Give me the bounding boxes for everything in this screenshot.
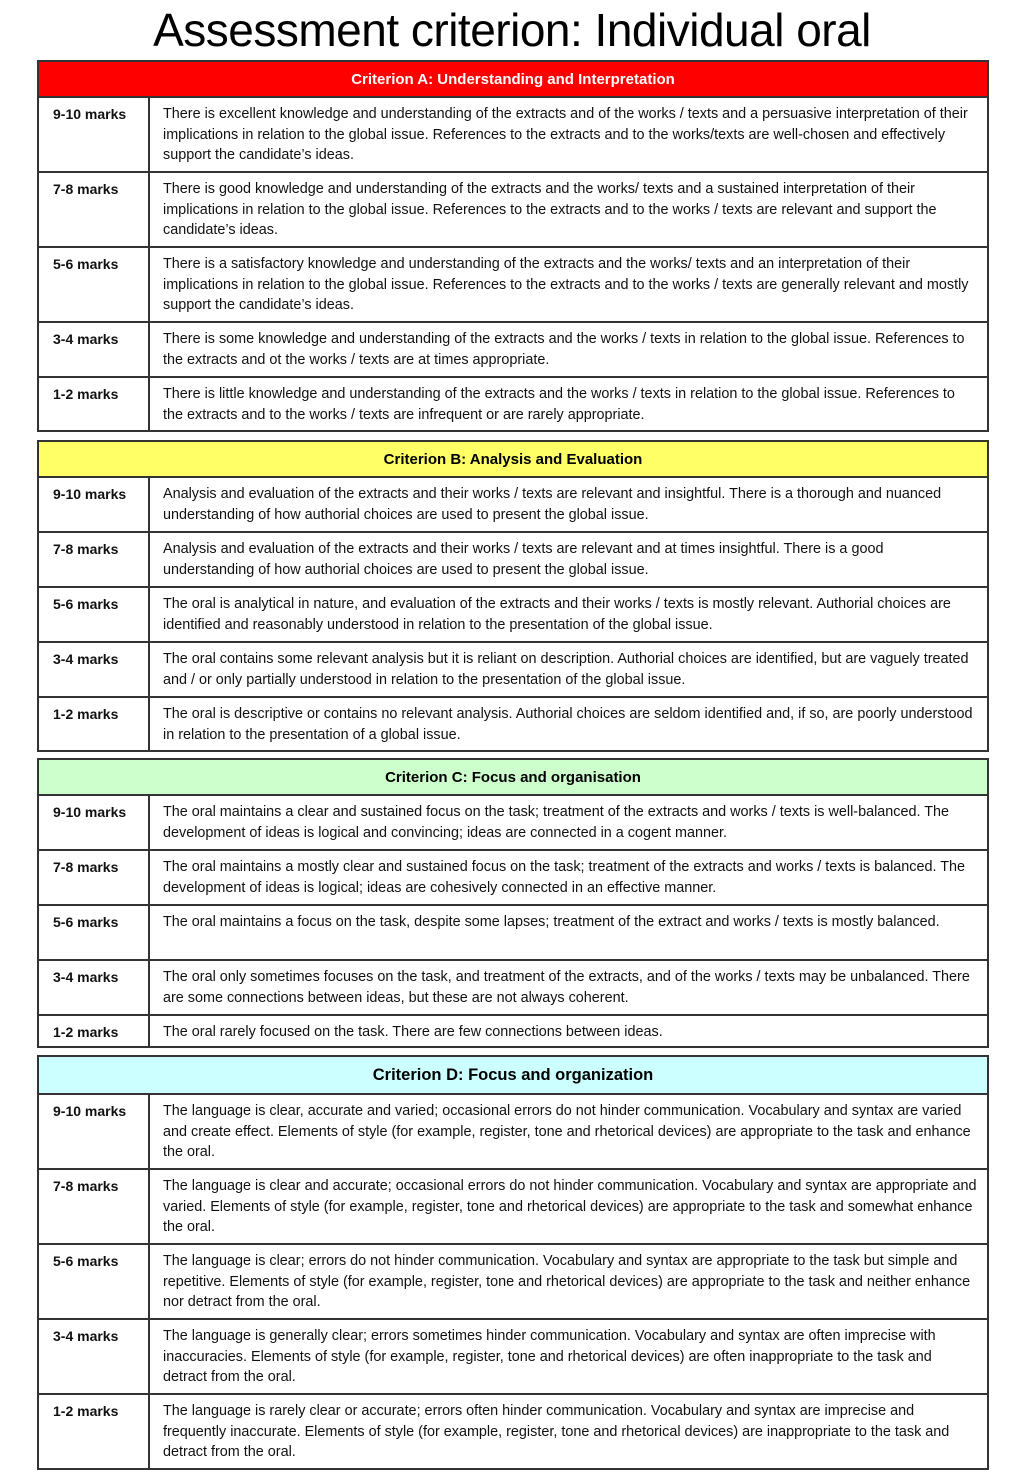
- criterion-a-header: Criterion A: Understanding and Interpretation: [38, 61, 988, 97]
- table-row: [38, 795, 988, 850]
- marks-label: 5-6 marks: [38, 1244, 149, 1319]
- marks-label: 3-4 marks: [38, 1319, 149, 1394]
- marks-label: 3-4 marks: [38, 960, 149, 1015]
- descriptor-text: The language is rarely clear or accurate; errors often hinder communication. Vocabulary and syntax are imprecise and frequently inaccurate. Elements of style (for example, register, tone and rhetorical devices) are inappropriate to the task and detract from the oral.: [149, 1394, 988, 1469]
- page-title: Assessment criterion: Individual oral: [153, 4, 871, 56]
- criterion-c-table: [37, 758, 989, 1048]
- descriptor-text: The oral maintains a mostly clear and sustained focus on the task; treatment of the extracts and works / texts is balanced. The development of ideas is logical; ideas are cohesively connected in an effective manner.: [149, 850, 988, 905]
- marks-label: 1-2 marks: [38, 697, 149, 751]
- table-row: [38, 960, 988, 1015]
- marks-label: 5-6 marks: [38, 587, 149, 642]
- descriptor-text: The language is clear; errors do not hinder communication. Vocabulary and syntax are appropriate to the task but simple and repetitive. Elements of style (for example, register, tone and rhetorical devices) are appropriate to the task and neither enhance nor detract from the oral.: [149, 1244, 988, 1319]
- marks-label: 1-2 marks: [38, 377, 149, 431]
- marks-label: 9-10 marks: [38, 795, 149, 850]
- descriptor-text: The oral is analytical in nature, and evaluation of the extracts and their works / texts is mostly relevant. Authorial choices are identified and reasonably understood in relation to the presentation of the global issue.: [149, 587, 988, 642]
- table-row: [38, 1015, 988, 1047]
- marks-label: 7-8 marks: [38, 1169, 149, 1244]
- marks-label: 7-8 marks: [38, 532, 149, 587]
- marks-label: 9-10 marks: [38, 477, 149, 532]
- criterion-d-table: [37, 1055, 989, 1470]
- marks-label: 5-6 marks: [38, 905, 149, 960]
- descriptor-text: Analysis and evaluation of the extracts and their works / texts are relevant and at times insightful. There is a good understanding of how authorial choices are used to present the global issue.: [149, 532, 988, 587]
- descriptor-text: The oral contains some relevant analysis but it is reliant on description. Authorial choices are identified, but are vaguely treated and / or only partially understood in relation to the presentation of the global issue.: [149, 642, 988, 697]
- descriptor-text: There is some knowledge and understanding of the extracts and the works / texts in relation to the global issue. References to the extracts and ot the works / texts are at times appropriate.: [149, 322, 988, 377]
- table-row: [38, 1319, 988, 1394]
- marks-label: 5-6 marks: [38, 247, 149, 322]
- table-row: [38, 377, 988, 431]
- criterion-b-table: [37, 440, 989, 752]
- table-row: [38, 905, 988, 960]
- descriptor-text: Analysis and evaluation of the extracts and their works / texts are relevant and insightful. There is a thorough and nuanced understanding of how authorial choices are used to present the global issue.: [149, 477, 988, 532]
- descriptor-text: There is excellent knowledge and understanding of the extracts and of the works / texts and a persuasive interpretation of their implications in relation to the global issue. References to the extracts and to the works/texts are well-chosen and effectively support the candidate’s ideas.: [149, 97, 988, 172]
- descriptor-text: The oral only sometimes focuses on the task, and treatment of the extracts, and of the works / texts may be unbalanced. There are some connections between ideas, but these are not always coherent.: [149, 960, 988, 1015]
- table-row: [38, 1394, 988, 1469]
- criterion-b-header: Criterion B: Analysis and Evaluation: [38, 441, 988, 477]
- table-row: [38, 1244, 988, 1319]
- descriptor-text: The oral maintains a clear and sustained focus on the task; treatment of the extracts and works / texts is well-balanced. The development of ideas is logical and convincing; ideas are connected in a cogent manner.: [149, 795, 988, 850]
- table-row: [38, 642, 988, 697]
- marks-label: 9-10 marks: [38, 97, 149, 172]
- marks-label: 3-4 marks: [38, 322, 149, 377]
- descriptor-text: The oral is descriptive or contains no relevant analysis. Authorial choices are seldom identified and, if so, are poorly understood in relation to the presentation of a global issue.: [149, 697, 988, 751]
- table-row: [38, 97, 988, 172]
- criterion-d-header: Criterion D: Focus and organization: [38, 1056, 988, 1094]
- marks-label: 1-2 marks: [38, 1394, 149, 1469]
- descriptor-text: There is good knowledge and understanding of the extracts and the works/ texts and a sustained interpretation of their implications in relation to the global issue. References to the extracts and to the works / texts are relevant and support the candidate’s ideas.: [149, 172, 988, 247]
- descriptor-text: The language is generally clear; errors sometimes hinder communication. Vocabulary and syntax are often imprecise with inaccuracies. Elements of style (for example, register, tone and rhetorical devices) are often inappropriate to the task and detract from the oral.: [149, 1319, 988, 1394]
- descriptor-text: The language is clear, accurate and varied; occasional errors do not hinder communication. Vocabulary and syntax are varied and create effect. Elements of style (for example, register, tone and rhetorical devices) are appropriate to the task and enhance the oral.: [149, 1094, 988, 1169]
- marks-label: 3-4 marks: [38, 642, 149, 697]
- table-row: [38, 697, 988, 751]
- criterion-a-table: [37, 60, 989, 432]
- table-row: [38, 532, 988, 587]
- descriptor-text: There is little knowledge and understanding of the extracts and the works / texts in relation to the global issue. References to the extracts and to the works / texts are infrequent or are rarely appropriate.: [149, 377, 988, 431]
- marks-label: 9-10 marks: [38, 1094, 149, 1169]
- descriptor-text: The language is clear and accurate; occasional errors do not hinder communication. Vocabulary and syntax are appropriate and varied. Elements of style (for example, register, tone and rhetorical devices) are appropriate to the task and somewhat enhance the oral.: [149, 1169, 988, 1244]
- descriptor-text: The oral rarely focused on the task. There are few connections between ideas.: [149, 1015, 988, 1047]
- table-row: [38, 322, 988, 377]
- table-row: [38, 477, 988, 532]
- table-row: [38, 1094, 988, 1169]
- marks-label: 1-2 marks: [38, 1015, 149, 1047]
- marks-label: 7-8 marks: [38, 172, 149, 247]
- table-row: [38, 850, 988, 905]
- descriptor-text: There is a satisfactory knowledge and understanding of the extracts and the works/ texts and an interpretation of their implications in relation to the global issue. References to the extracts and to the works / texts are generally relevant and mostly support the candidate’s ideas.: [149, 247, 988, 322]
- table-row: [38, 172, 988, 247]
- table-row: [38, 1169, 988, 1244]
- marks-label: 7-8 marks: [38, 850, 149, 905]
- table-row: [38, 587, 988, 642]
- criterion-c-header: Criterion C: Focus and organisation: [38, 759, 988, 795]
- table-row: [38, 247, 988, 322]
- descriptor-text: The oral maintains a focus on the task, despite some lapses; treatment of the extract and works / texts is mostly balanced.: [149, 905, 988, 960]
